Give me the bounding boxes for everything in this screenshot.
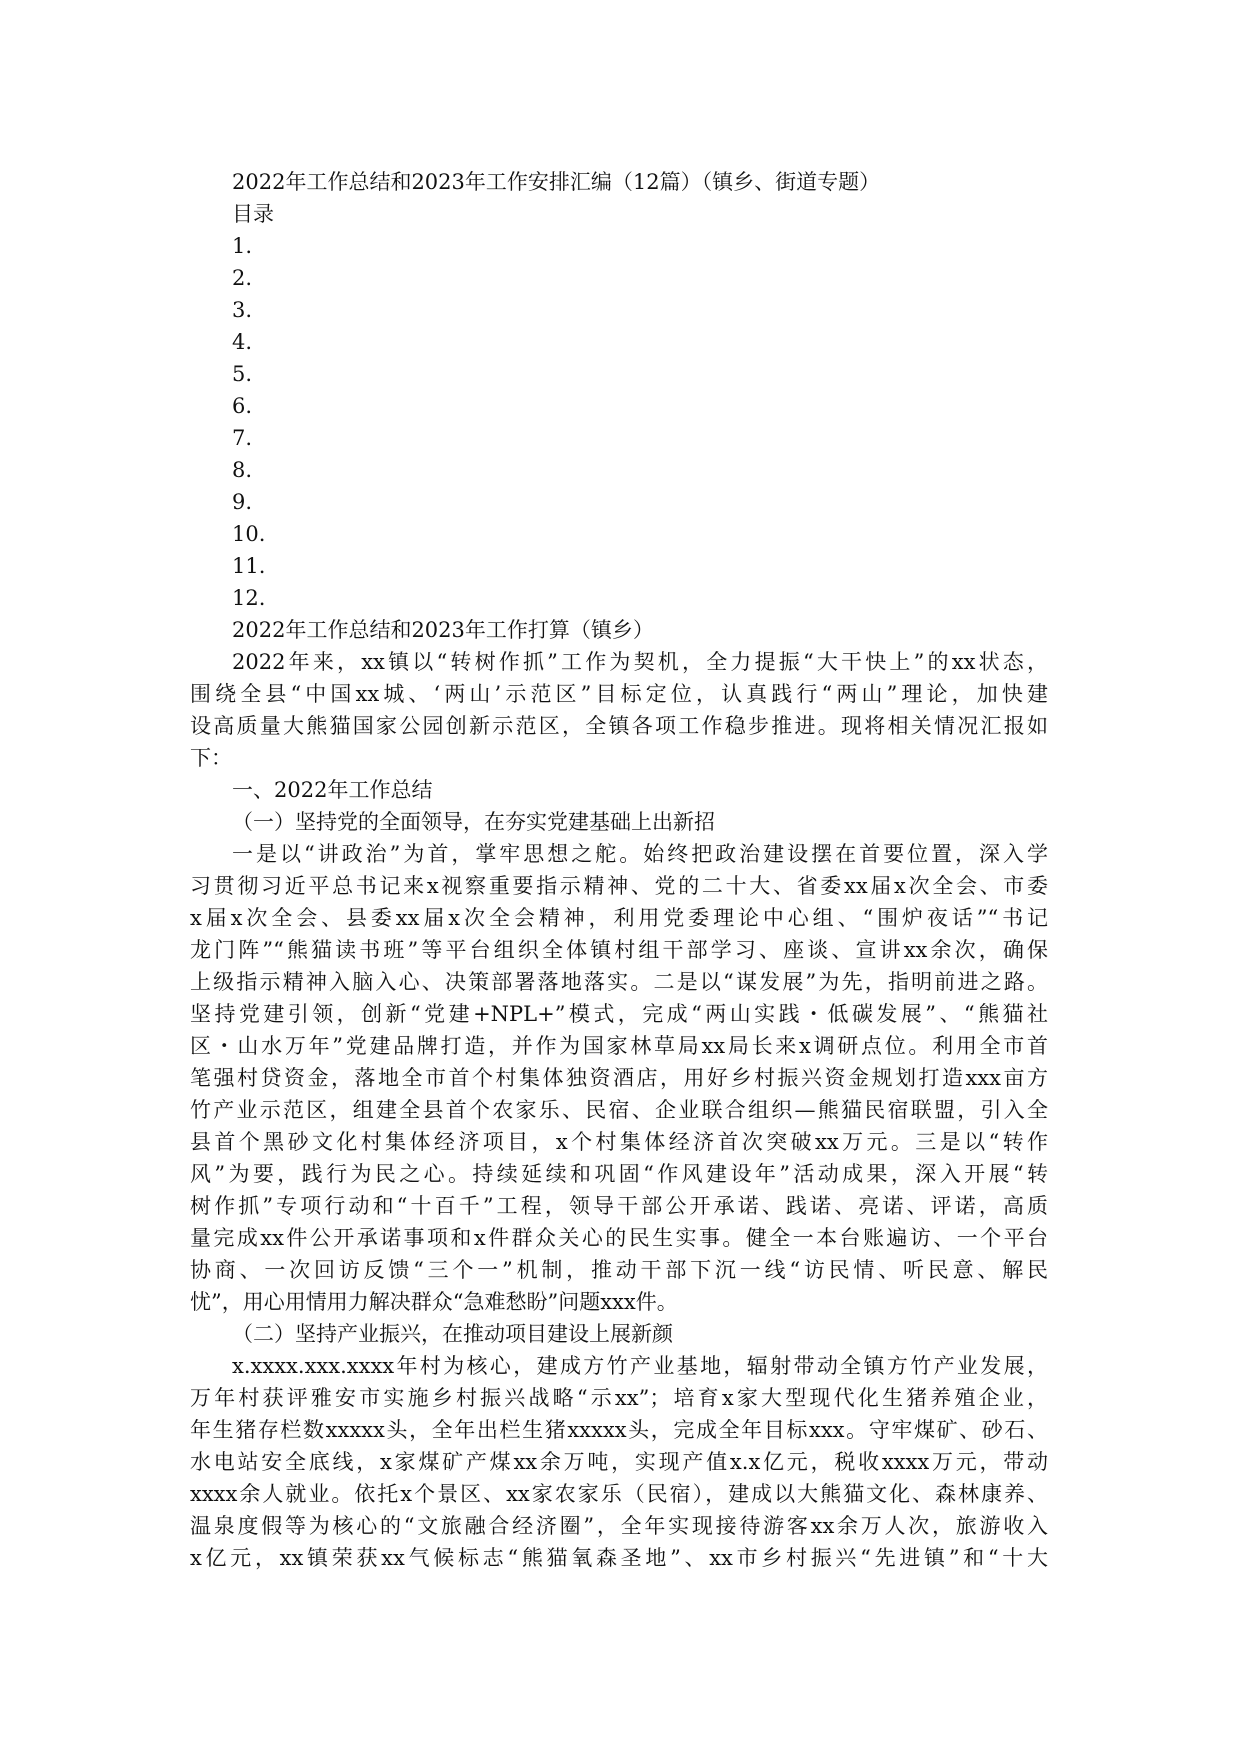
paragraph-line: 量完成xx件公开承诺事项和x件群众关心的民生实事。健全一本台账遍访、一个平台 (190, 1226, 1048, 1250)
toc-item: 6. (232, 394, 253, 418)
toc-item: 3. (232, 298, 253, 322)
article-title: 2022年工作总结和2023年工作打算（镇乡） (232, 618, 654, 642)
paragraph-line: 年生猪存栏数xxxxx头，全年出栏生猪xxxxx头，完成全年目标xxx。守牢煤矿、砂石、 (190, 1418, 1048, 1442)
subsection-heading: （一）坚持党的全面领导，在夯实党建基础上出新招 (232, 810, 715, 834)
paragraph-line: 下： (190, 746, 232, 770)
paragraph-line: x.xxxx.xxx.xxxx年村为核心，建成方竹产业基地，辐射带动全镇方竹产业发展， (232, 1354, 1048, 1378)
paragraph-line: 习贯彻习近平总书记来x视察重要指示精神、党的二十大、省委xx届x次全会、市委 (190, 874, 1048, 898)
section-heading: 一、2022年工作总结 (232, 778, 433, 802)
toc-item: 8. (232, 458, 253, 482)
toc-item: 2. (232, 266, 253, 290)
paragraph-line: 万年村获评雅安市实施乡村振兴战略“示xx”；培育x家大型现代化生猪养殖企业， (190, 1386, 1048, 1410)
paragraph-line: 一是以“讲政治”为首，掌牢思想之舵。始终把政治建设摆在首要位置，深入学 (232, 842, 1048, 866)
paragraph-line: 温泉度假等为核心的“文旅融合经济圈”，全年实现接待游客xx余万人次，旅游收入 (190, 1514, 1048, 1538)
toc-item: 9. (232, 490, 253, 514)
paragraph-line: 树作抓”专项行动和“十百千”工程，领导干部公开承诺、践诺、亮诺、评诺，高质 (190, 1194, 1048, 1218)
paragraph-line: 围绕全县“中国xx城、‘两山’示范区”目标定位，认真践行“两山”理论，加快建 (190, 682, 1048, 706)
paragraph-line: 忧”，用心用情用力解决群众“急难愁盼”问题xxx件。 (190, 1290, 678, 1314)
paragraph-line: 水电站安全底线，x家煤矿产煤xx余万吨，实现产值x.x亿元，税收xxxx万元，带动 (190, 1450, 1048, 1474)
toc-item: 11. (232, 554, 266, 578)
toc-item: 5. (232, 362, 253, 386)
paragraph-line: x亿元，xx镇荣获xx气候标志“熊猫氧森圣地”、xx市乡村振兴“先进镇”和“十大 (190, 1546, 1048, 1570)
paragraph-line: 县首个黑砂文化村集体经济项目，x个村集体经济首次突破xx万元。三是以“转作 (190, 1130, 1048, 1154)
paragraph-line: xxxx余人就业。依托x个景区、xx家农家乐（民宿），建成以大熊猫文化、森林康养、 (190, 1482, 1048, 1506)
toc-heading: 目录 (232, 202, 274, 226)
subsection-heading: （二）坚持产业振兴，在推动项目建设上展新颜 (232, 1322, 673, 1346)
paragraph-line: 上级指示精神入脑入心、决策部署落地落实。二是以“谋发展”为先，指明前进之路。 (190, 970, 1048, 994)
paragraph-line: 坚持党建引领，创新“党建+NPL+”模式，完成“两山实践・低碳发展”、“熊猫社 (190, 1002, 1048, 1026)
paragraph-line: 区・山水万年”党建品牌打造，并作为国家林草局xx局长来x调研点位。利用全市首 (190, 1034, 1048, 1058)
toc-item: 4. (232, 330, 253, 354)
paragraph-line: 协商、一次回访反馈“三个一”机制，推动干部下沉一线“访民情、听民意、解民 (190, 1258, 1048, 1282)
paragraph-line: 竹产业示范区，组建全县首个农家乐、民宿、企业联合组织—熊猫民宿联盟，引入全 (190, 1098, 1048, 1122)
document-title: 2022年工作总结和2023年工作安排汇编（12篇）（镇乡、街道专题） (232, 170, 881, 194)
toc-item: 10. (232, 522, 266, 546)
paragraph-line: x届x次全会、县委xx届x次全会精神，利用党委理论中心组、“围炉夜话”“书记 (190, 906, 1048, 930)
toc-item: 12. (232, 586, 266, 610)
paragraph-line: 笔强村贷资金，落地全市首个村集体独资酒店，用好乡村振兴资金规划打造xxx亩方 (190, 1066, 1048, 1090)
paragraph-line: 2022年来，xx镇以“转树作抓”工作为契机，全力提振“大干快上”的xx状态， (232, 650, 1048, 674)
toc-item: 7. (232, 426, 253, 450)
paragraph-line: 风”为要，践行为民之心。持续延续和巩固“作风建设年”活动成果，深入开展“转 (190, 1162, 1048, 1186)
toc-item: 1. (232, 234, 253, 258)
paragraph-line: 龙门阵”“熊猫读书班”等平台组织全体镇村组干部学习、座谈、宣讲xx余次，确保 (190, 938, 1048, 962)
paragraph-line: 设高质量大熊猫国家公园创新示范区，全镇各项工作稳步推进。现将相关情况汇报如 (190, 714, 1048, 738)
